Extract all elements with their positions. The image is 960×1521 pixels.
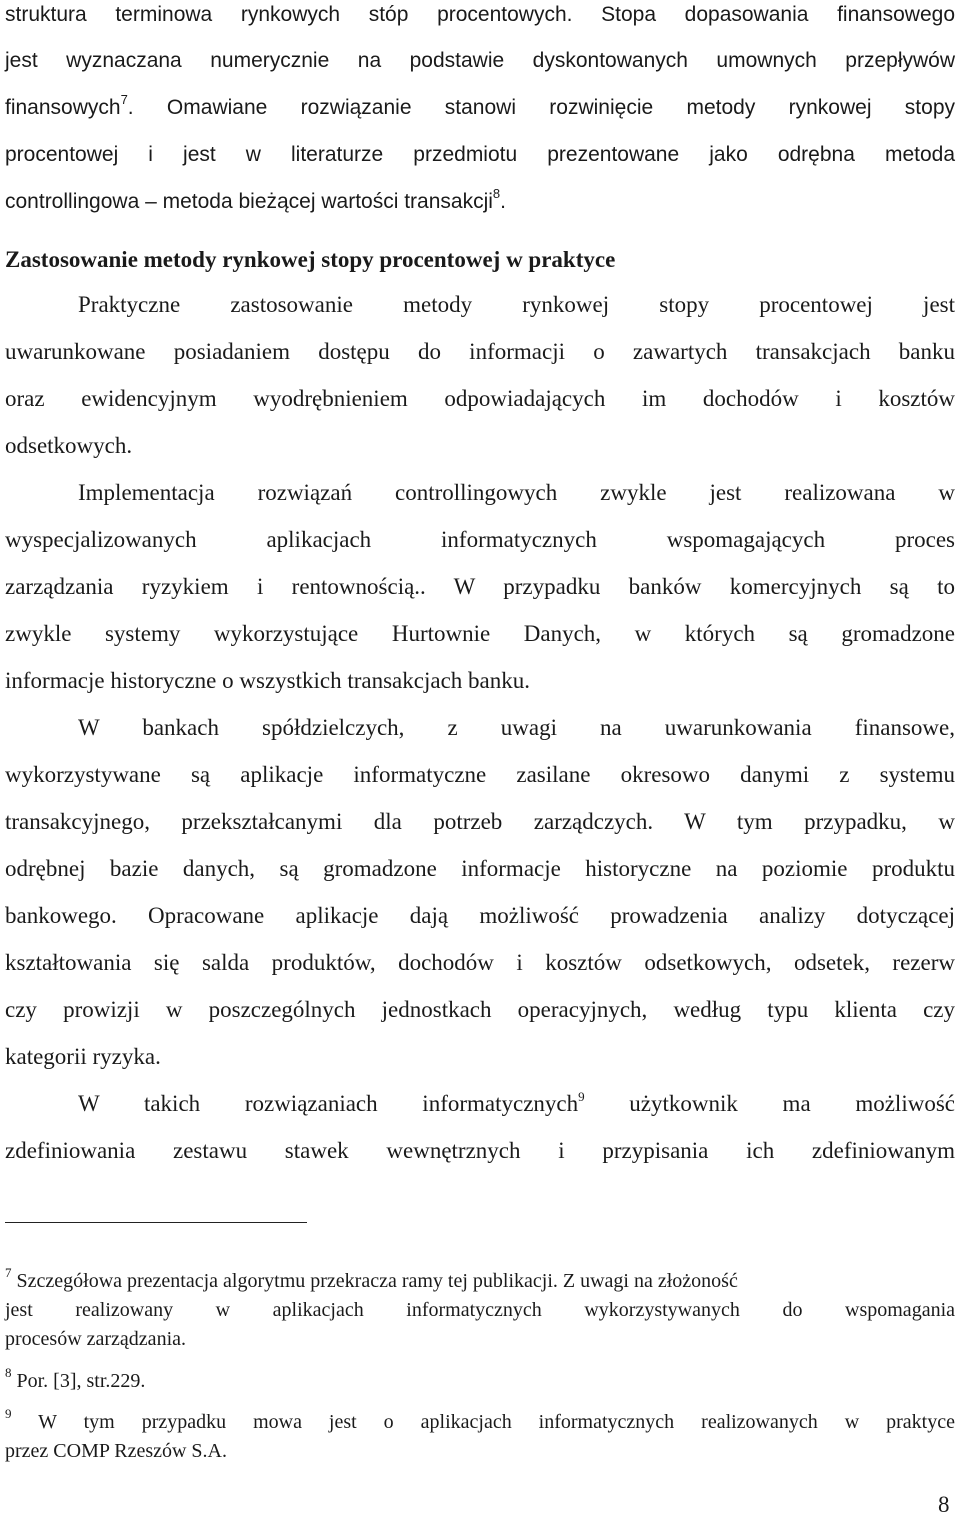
para3-line-3: transakcyjnego, przekształcanymi dla potrzeb zarządczych. W tym przypadku, w	[5, 809, 955, 834]
intro-line-5	[5, 187, 955, 217]
footnote-8	[5, 1365, 955, 1394]
footnote-7-line-2: jest realizowany w aplikacjach informatycznych wykorzystywanych do wspomagania	[5, 1299, 955, 1321]
footnote-7-text-1: Szczegółowa prezentacja algorytmu przekracza ramy tej publikacji. Z uwagi na złożoność	[16, 1270, 738, 1292]
para1-line-4: odsetkowych.	[5, 433, 133, 458]
footnote-8-text: Por. [3], str.229.	[11, 1370, 146, 1392]
intro-line-2: jest wyznaczana numerycznie na podstawie dyskontowanych umownych przepływów	[5, 49, 955, 72]
footnote-ref-9: 9	[578, 1089, 585, 1104]
intro-line-4: procentowej i jest w literaturze przedmiotu prezentowane jako odrębna metoda	[5, 143, 955, 166]
intro-line-3-after: . Omawiane rozwiązanie stanowi rozwinięcie metody rynkowej stopy	[127, 96, 955, 119]
footnote-7-line-3: procesów zarządzania.	[5, 1328, 186, 1350]
para3-line-2: wykorzystywane są aplikacje informatyczne zasilane okresowo danymi z systemu	[5, 762, 955, 787]
para2-line-2: wyspecjalizowanych aplikacjach informatycznych wspomagających proces	[5, 527, 955, 552]
intro-line-3-before: finansowych	[5, 96, 121, 119]
footnote-ref-8: 8	[492, 186, 501, 201]
para4-line-1-after: użytkownik ma możliwość	[584, 1091, 955, 1116]
para4-line-1	[78, 1089, 955, 1119]
para1-line-2: uwarunkowane posiadaniem dostępu do informacji o zawartych transakcjach banku	[5, 339, 955, 364]
para3-line-5: bankowego. Opracowane aplikacje dają możliwość prowadzenia analizy dotyczącej	[5, 903, 955, 928]
para3-line-8: kategorii ryzyka.	[5, 1044, 161, 1069]
para2-line-5: informacje historyczne o wszystkich transakcjach banku.	[5, 668, 530, 693]
para3-line-6: kształtowania się salda produktów, dochodów i kosztów odsetkowych, odsetek, rezerw	[5, 950, 955, 975]
footnote-9-line-2: przez COMP Rzeszów S.A.	[5, 1440, 228, 1462]
footnote-8-mark: 8	[5, 1365, 12, 1380]
section-heading: Zastosowanie metody rynkowej stopy procentowej w praktyce	[5, 247, 616, 272]
footnote-9-text-1: W tym przypadku mowa jest o aplikacjach informatycznych realizowanych w praktyce	[11, 1411, 955, 1433]
intro-line-1: struktura terminowa rynkowych stóp procentowych. Stopa dopasowania finansowego	[5, 3, 955, 26]
para2-line-4: zwykle systemy wykorzystujące Hurtownie Danych, w których są gromadzone	[5, 621, 955, 646]
footnote-separator	[5, 1222, 307, 1223]
para3-line-1: W bankach spółdzielczych, z uwagi na uwarunkowania finansowe,	[78, 715, 955, 740]
footnote-9-mark: 9	[5, 1406, 12, 1421]
para4-line-1-before: W takich rozwiązaniach informatycznych	[78, 1091, 579, 1116]
footnote-9-line-1	[5, 1406, 955, 1435]
para2-line-1: Implementacja rozwiązań controllingowych zwykle jest realizowana w	[78, 480, 955, 505]
footnote-ref-7: 7	[120, 92, 128, 107]
page-number: 8	[938, 1492, 950, 1517]
intro-line-3	[5, 93, 955, 123]
para3-line-7: czy prowizji w poszczególnych jednostkach operacyjnych, według typu klienta czy	[5, 997, 955, 1022]
para1-line-3: oraz ewidencyjnym wyodrębnieniem odpowiadających im dochodów i kosztów	[5, 386, 955, 411]
para3-line-4: odrębnej bazie danych, są gromadzone informacje historyczne na poziomie produktu	[5, 856, 955, 881]
footnote-7-line-1	[5, 1265, 955, 1294]
para4-line-2: zdefiniowania zestawu stawek wewnętrznych i przypisania ich zdefiniowanym	[5, 1138, 955, 1163]
para1-line-1: Praktyczne zastosowanie metody rynkowej stopy procentowej jest	[78, 292, 955, 317]
para2-line-3: zarządzania ryzykiem i rentownością.. W przypadku banków komercyjnych są to	[5, 574, 955, 599]
intro-line-5-before: controllingowa – metoda bieżącej wartości transakcji	[5, 190, 493, 213]
intro-line-5-after: .	[500, 190, 506, 213]
footnote-7-mark: 7	[5, 1265, 12, 1280]
